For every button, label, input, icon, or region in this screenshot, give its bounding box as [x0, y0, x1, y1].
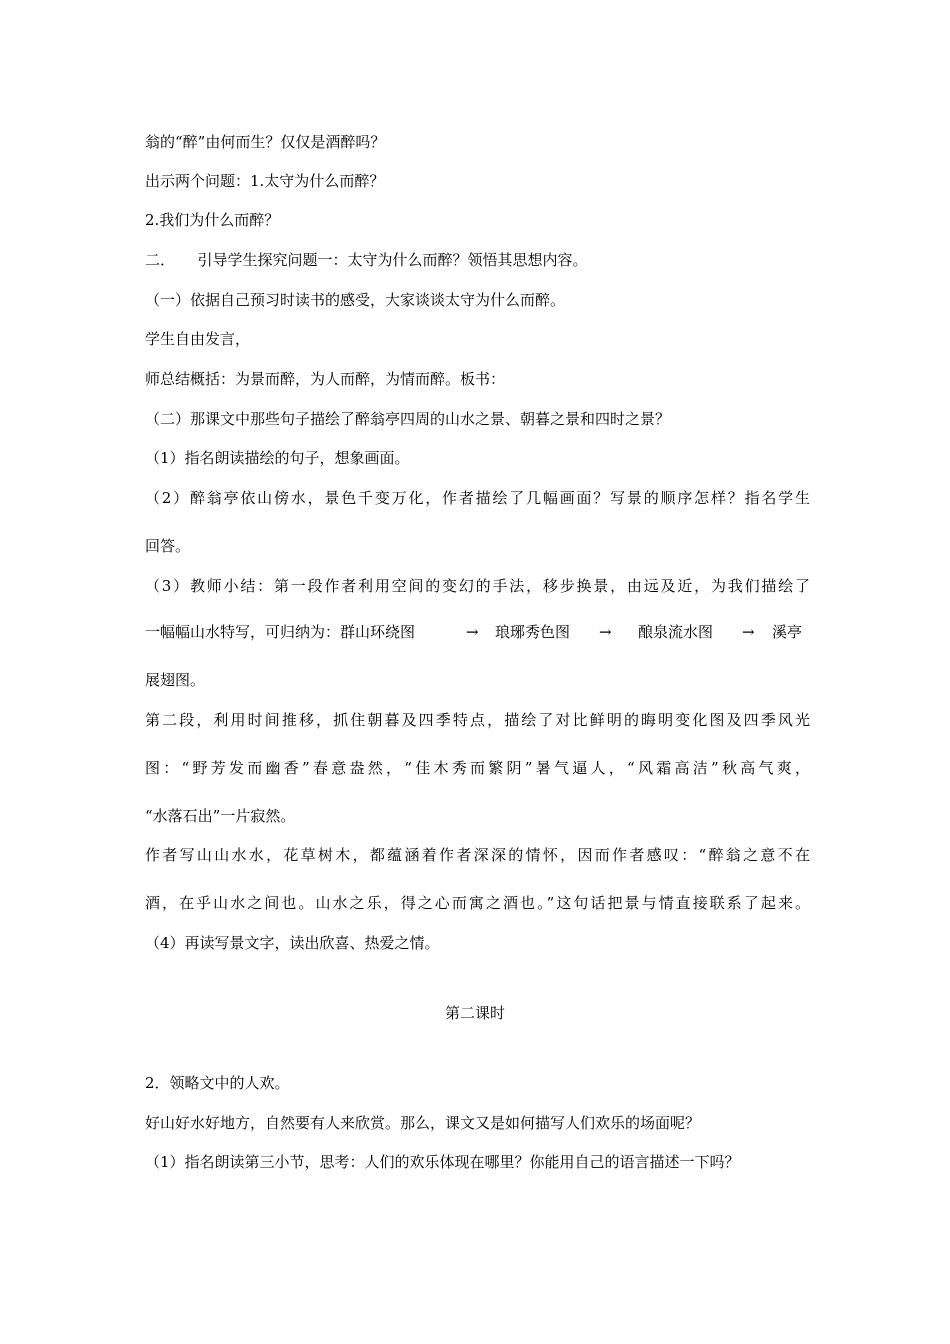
text-line: （2）醉翁亭依山傍水，景色千变万化，作者描绘了几幅画面？写景的顺序怎样？指名学生	[145, 489, 810, 507]
text-line: （1）指名朗读第三小节，思考：人们的欢乐体现在哪里？你能用自己的语言描述一下吗？	[145, 1153, 740, 1171]
text-line: 图：“野芳发而幽香”春意盎然，“佳木秀而繁阴”暑气逼人，“风霜高洁”秋高气爽，	[145, 759, 810, 777]
text-line: 第二段，利用时间推移，抓住朝暮及四季特点，描绘了对比鲜明的晦明变化图及四季风光	[145, 711, 810, 729]
text-line: 翁的“醉”由何而生？仅仅是酒醉吗？	[145, 133, 386, 151]
text-line: 酒，在乎山水之间也。山水之乐，得之心而寓之酒也。”这句话把景与情直接联系了起来。	[145, 894, 810, 912]
text-line: 师总结概括：为景而醉，为人而醉，为情而醉。板书：	[145, 370, 506, 388]
text-line: 学生自由发言，	[145, 330, 251, 348]
arrow-icon: →	[599, 623, 612, 641]
flow-item: 琅琊秀色图	[495, 623, 571, 641]
flow-item: 酿泉流水图	[638, 623, 714, 641]
text-line: 2．领略文中的人欢。	[145, 1074, 290, 1092]
text-line: （3）教师小结：第一段作者利用空间的变幻的手法，移步换景，由远及近，为我们描绘了	[145, 577, 810, 595]
flow-lead: 一幅幅山水特写，可归纳为：群山环绕图	[145, 623, 416, 641]
text-line: （1）指名朗读描绘的句子，想象画面。	[145, 449, 410, 467]
text-line: （4）再读写景文字，读出欣喜、热爱之情。	[145, 934, 440, 952]
text-line: （一）依据自己预习时读书的感受，大家谈谈太守为什么而醉。	[145, 291, 566, 309]
text-line: 二． 引导学生探究问题一：太守为什么而醉？领悟其思想内容。	[145, 251, 588, 269]
text-line: 出示两个问题：1.太守为什么而醉？	[145, 172, 385, 190]
text-line: 展翅图。	[145, 671, 206, 689]
text-line: 作者写山山水水，花草树木，都蕴涵着作者深深的情怀，因而作者感叹：“醉翁之意不在	[145, 846, 810, 864]
text-line: 好山好水好地方，自然要有人来欣赏。那么，课文又是如何描写人们欢乐的场面呢？	[145, 1114, 701, 1132]
text-line: 2.我们为什么而醉？	[145, 211, 280, 229]
flow-item: 溪亭	[772, 623, 803, 641]
section-title: 第二课时	[444, 1004, 505, 1022]
text-line: 回答。	[145, 537, 191, 555]
text-line: “水落石出”一片寂然。	[145, 807, 296, 825]
arrow-icon: →	[466, 623, 479, 641]
text-line: （二）那课文中那些句子描绘了醉翁亭四周的山水之景、朝暮之景和四时之景？	[145, 410, 671, 428]
arrow-icon: →	[742, 623, 755, 641]
